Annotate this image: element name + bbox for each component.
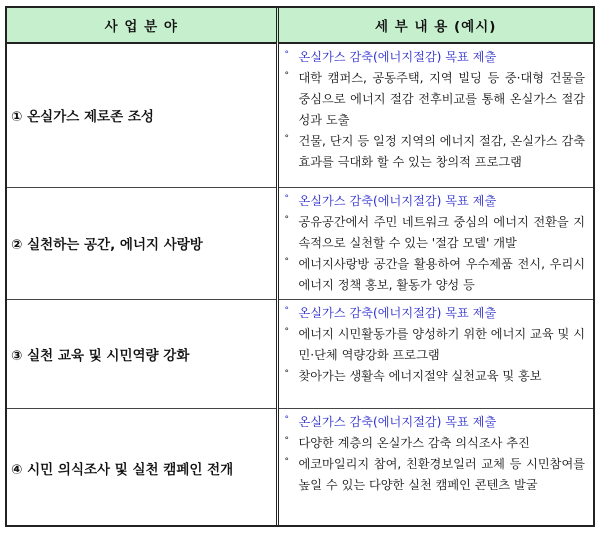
list-item	[285, 366, 586, 387]
field-name: ④ 시민 의식조사 및 실천 캠페인 전개	[7, 408, 277, 527]
bullet-mark: °	[284, 414, 289, 425]
bullet-mark: °	[284, 71, 289, 81]
item-text: 찾아가는 생활속 에너지절약 실천교육 및 홍보	[298, 368, 542, 383]
item-text: 건물, 단지 등 일정 지역의 에너지 절감, 온실가스 감축효과를 극대화 할 수 있는 창의적 프로그램	[298, 134, 585, 169]
table-header-row	[7, 8, 593, 43]
bullet-mark: °	[284, 50, 289, 60]
list-item	[285, 212, 586, 254]
table-row	[7, 187, 593, 299]
bullet-mark: °	[284, 368, 289, 379]
list-item	[285, 303, 586, 324]
item-text: 대학 캠퍼스, 공동주택, 지역 빌딩 등 중·대형 건물을 중심으로 에너지 절감 전후비교를 통해 온실가스 절감성과 도출	[298, 71, 585, 127]
item-text: 온실가스 감축(에너지절감) 목표 제출	[298, 50, 497, 64]
bullet-mark: °	[284, 326, 289, 337]
bullet-mark: °	[284, 435, 289, 446]
list-item	[285, 47, 586, 68]
list-item	[285, 324, 586, 366]
item-text: 에코마일리지 참여, 친환경보일러 교체 등 시민참여를 높일 수 있는 다양한 실천 캠페인 콘텐츠 발굴	[298, 456, 585, 492]
item-text: 온실가스 감축(에너지절감) 목표 제출	[298, 414, 497, 429]
bullet-mark: °	[284, 305, 289, 316]
bullet-mark: °	[284, 214, 289, 225]
table-row	[7, 43, 593, 187]
details-cell	[277, 408, 593, 527]
item-text: 온실가스 감축(에너지절감) 목표 제출	[298, 193, 497, 208]
item-text: 에너지 시민활동가를 양성하기 위한 에너지 교육 및 시민·단체 역량강화 프로그램	[298, 326, 585, 362]
table-row	[7, 299, 593, 408]
project-table	[7, 8, 593, 527]
item-text: 다양한 계층의 온실가스 감축 의식조사 추진	[298, 435, 530, 450]
item-text: 온실가스 감축(에너지절감) 목표 제출	[298, 305, 497, 320]
header-details-column: 세 부 내 용 (예시)	[277, 8, 593, 43]
list-item	[285, 454, 586, 496]
list-item	[285, 131, 586, 173]
bullet-mark: °	[284, 193, 289, 204]
bullet-mark: °	[284, 134, 289, 144]
list-item	[285, 254, 586, 296]
list-item	[285, 412, 586, 433]
list-item	[285, 433, 586, 454]
item-text: 공유공간에서 주민 네트워크 중심의 에너지 전환을 지속적으로 실천할 수 있는 '절감 모델' 개발	[298, 214, 585, 250]
field-name: ① 온실가스 제로존 조성	[7, 43, 277, 187]
table-row	[7, 408, 593, 527]
field-name: ② 실천하는 공간, 에너지 사랑방	[7, 187, 277, 299]
list-item	[285, 68, 586, 131]
item-text: 에너지사랑방 공간을 활용하여 우수제품 전시, 우리시 에너지 정책 홍보, 활동가 양성 등	[298, 256, 585, 292]
bullet-mark: °	[284, 456, 289, 467]
details-cell	[277, 187, 593, 299]
header-field-column: 사 업 분 야	[7, 8, 277, 43]
project-table-container	[5, 6, 595, 527]
details-cell	[277, 299, 593, 408]
details-cell	[277, 43, 593, 187]
bullet-mark: °	[284, 256, 289, 267]
list-item	[285, 191, 586, 212]
field-name: ③ 실천 교육 및 시민역량 강화	[7, 299, 277, 408]
